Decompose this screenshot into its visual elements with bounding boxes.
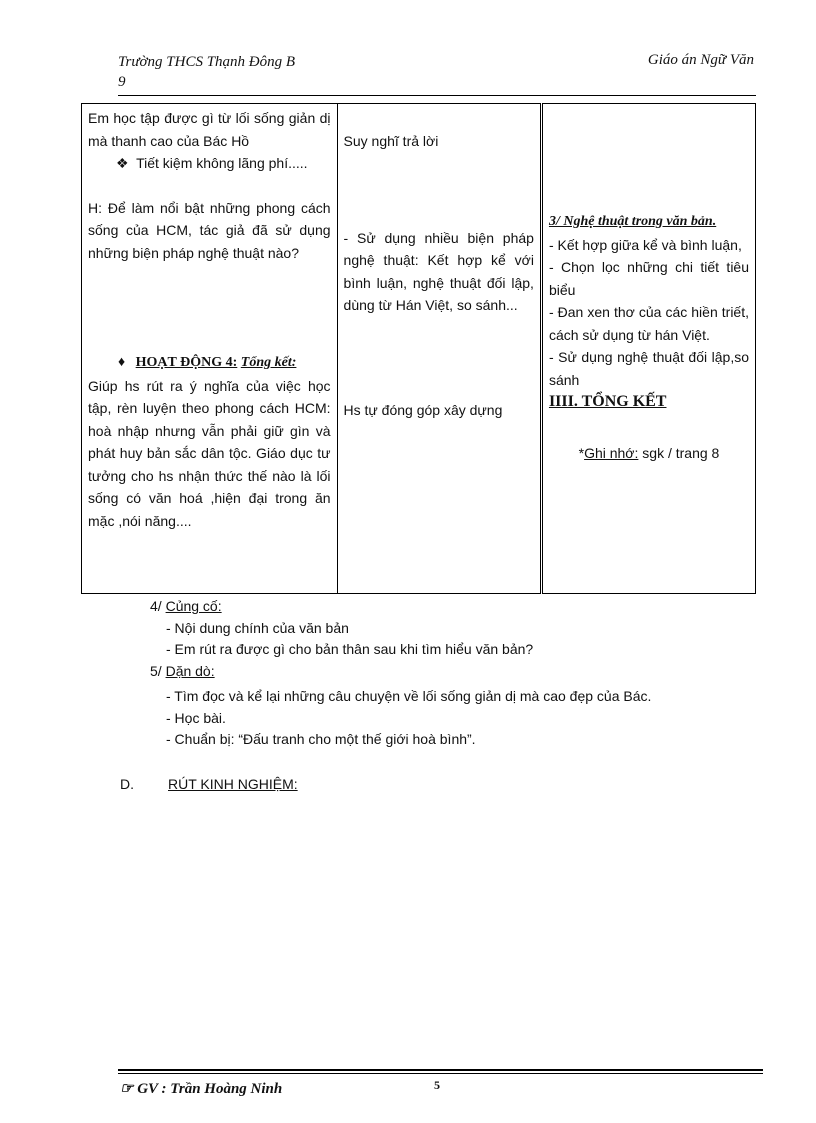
list-item: - Nội dung chính của văn bản xyxy=(166,619,349,636)
content-cell xyxy=(541,104,755,594)
list-item: - Chuẩn bị: “Đấu tranh cho một thế giới hoà bình”. xyxy=(166,731,476,747)
consolidation-label: Củng cố: xyxy=(165,598,222,614)
section-d-letter: D. xyxy=(120,776,134,792)
footer-divider xyxy=(118,1069,763,1071)
question-1: Em học tập được gì từ lối sống giản dị mà thanh cao của Bác Hồ xyxy=(88,110,331,149)
answer-2: - Sử dụng nhiều biện pháp nghệ thuật: Kết hợp kể với bình luận, nghệ thuật đối lập, dùng từ Hán Việt, so sánh... xyxy=(343,229,534,313)
remember-label: Ghi nhớ: xyxy=(584,444,639,461)
table-row xyxy=(82,104,756,594)
teacher-name: Trần Hoàng Ninh xyxy=(170,1081,283,1097)
footer-teacher xyxy=(120,1079,282,1098)
section-d-label: RÚT KINH NGHIỆM: xyxy=(168,776,298,792)
list-item: - Học bài. xyxy=(166,709,226,726)
section-d xyxy=(120,776,298,792)
summary-heading: IIII. TỔNG KẾT xyxy=(548,393,667,410)
pointing-hand-icon: ☞ xyxy=(120,1081,134,1097)
footer-divider-thin xyxy=(118,1073,763,1074)
school-line1: Trường THCS Thạnh Đông B xyxy=(118,54,296,70)
list-item: - Chọn lọc những chi tiết tiêu biểu xyxy=(548,259,749,298)
bullet-line xyxy=(88,152,331,175)
activity-bullet-icon: ♦ xyxy=(118,355,126,370)
homework-heading: 5/ Dặn dò: xyxy=(150,662,215,679)
subject-title: Giáo án Ngữ Văn xyxy=(647,52,754,68)
lesson-wrapup xyxy=(0,596,816,751)
header-divider xyxy=(118,95,756,96)
answer-3: Hs tự đóng góp xây dựng xyxy=(343,401,503,418)
homework-label: Dặn dò: xyxy=(165,662,215,679)
answer-1: Suy nghĩ trả lời xyxy=(343,133,439,149)
list-item: - Tìm đọc và kể lại những câu chuyện về lối sống giản dị mà cao đẹp của Bác. xyxy=(166,688,652,704)
section-3-title: 3/ Nghệ thuật trong văn bản. xyxy=(548,214,717,229)
list-item: - Đan xen thơ của các hiền triết, cách sử dụng từ hán Việt. xyxy=(548,304,749,343)
bullet-text: Tiết kiệm không lãng phí..... xyxy=(136,155,308,171)
consolidation-heading: 4/ Củng cố: xyxy=(150,598,222,614)
activity-4-text: Giúp hs rút ra ý nghĩa của việc học tập, rèn luyện theo phong cách HCM: hoà nhập nhưng vẫn phải giữ gìn và phát huy bản sắc dân tộc. Giáo dục tư tưởng cho hs nhận thức thế nào là lối sống có văn hoá ,hiện đại trong ăn mặc ,nói năng.... xyxy=(88,377,331,529)
page-number: 5 xyxy=(434,1078,440,1092)
question-2: H: Để làm nổi bật những phong cách sống của HCM, tác giả đã sử dụng những biện pháp nghệ thuật nào? xyxy=(88,199,331,261)
remember-text: sgk / trang 8 xyxy=(638,444,720,461)
diamond-bullet-icon: ❖ xyxy=(116,155,129,171)
activity-title: Tổng kết: xyxy=(240,355,297,370)
list-item: - Em rút ra được gì cho bản thân sau khi tìm hiểu văn bản? xyxy=(166,641,534,657)
list-item: - Kết hợp giữa kể và bình luận, xyxy=(548,236,742,253)
activity-4-heading xyxy=(88,352,331,375)
school-name xyxy=(118,52,295,92)
gv-label: GV : xyxy=(137,1081,171,1097)
student-activity-cell xyxy=(337,104,541,594)
activity-label: HOẠT ĐỘNG 4: xyxy=(135,355,238,370)
school-line2: 9 xyxy=(118,74,126,90)
remember-note: *Ghi nhớ: sgk / trang 8 xyxy=(578,444,720,461)
teacher-activity-cell xyxy=(82,104,338,594)
lesson-table xyxy=(81,103,756,594)
list-item: - Sử dụng nghệ thuật đối lập,so sánh xyxy=(548,349,749,388)
